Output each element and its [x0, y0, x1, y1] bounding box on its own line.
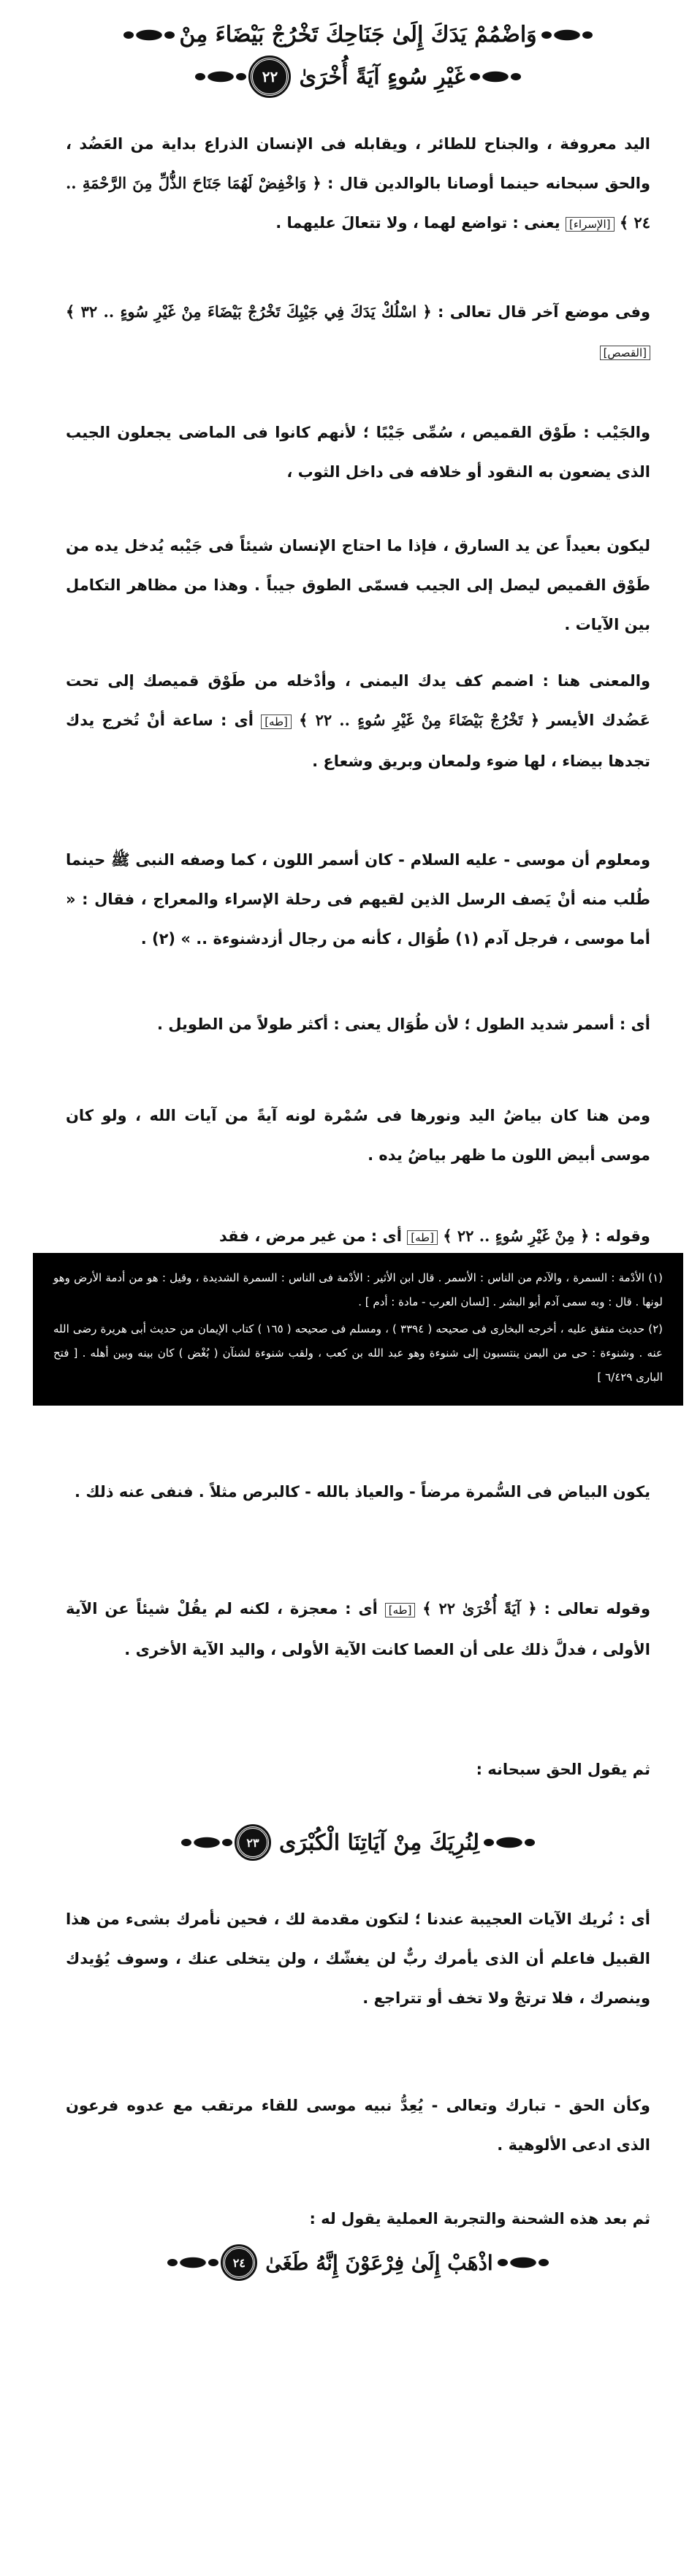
p4-text: ليكون بعيداً عن يد السارق ، فإذا ما احتاج الإنسان شيئاً فى جَيْبه يُدخل يده من طَوْق القميص ليصل إلى الجيب فسمّى الطوق جيباً . وهذا من مظاهر التكامل بين الآيات .	[66, 537, 650, 633]
paragraph-15	[66, 2199, 650, 2238]
ornament-icon	[476, 69, 515, 85]
p7-text: أى : أسمر شديد الطول ؛ لأن طُوَال يعنى : أكثر طولاً من الطويل .	[156, 1015, 650, 1033]
paragraph-1	[66, 124, 650, 244]
p2-text: وفى موضع آخر قال تعالى :	[438, 303, 651, 321]
verse-number-badge: ٢٣	[237, 1826, 269, 1859]
p1-end: يعنى : تواضع لهما ، ولا تتعالَ عليهما .	[275, 214, 560, 232]
p5-ref: [طه]	[261, 715, 292, 729]
p12-text: ثم يقول الحق سبحانه :	[476, 1761, 650, 1778]
p1-ref: [الإسراء]	[566, 217, 615, 232]
p10-text: يكون البياض فى السُّمرة مرضاً - والعياذ بالله - كالبرص مثلاً . فنفى عنه ذلك .	[75, 1483, 650, 1501]
paragraph-13	[66, 1899, 650, 2018]
ornament-icon	[129, 27, 169, 43]
p9-end: أى : من غير مرض ، فقد	[219, 1227, 402, 1245]
paragraph-5	[66, 661, 650, 781]
p15-text: ثم بعد هذه الشحنة والتجربة العملية يقول له :	[309, 2210, 650, 2228]
p9-ref: [طه]	[407, 1230, 438, 1245]
ornament-icon	[503, 2255, 543, 2271]
p5-end: أى : ساعة أنْ تُخرج يدك تجدها بيضاء ، لها ضوء ولمعان وبريق وشعاع .	[66, 712, 650, 770]
paragraph-12	[66, 1750, 650, 1789]
p1-quran: ﴿ وَاخْفِضْ لَهُمَا جَنَاحَ الذُّلِّ مِنَ الرَّحْمَةِ .. ٢٤ ﴾	[66, 174, 650, 232]
p1-text: اليد معروفة ، والجناح للطائر ، ويقابله فى الإنسان الذراع بداية من العَضُد ، والحق سبحانه حينما أوصانا بالوالدين قال :	[66, 135, 651, 192]
paragraph-9	[66, 1216, 650, 1257]
paragraph-2	[66, 292, 650, 373]
paragraph-4	[66, 526, 650, 644]
paragraph-14	[66, 2086, 650, 2165]
footnotes-box	[33, 1253, 683, 1406]
verse-22-line1: وَاضْمُمْ يَدَكَ إِلَىٰ جَنَاحِكَ تَخْرُجْ بَيْضَاءَ مِنْ	[179, 22, 537, 47]
ornament-icon	[201, 69, 240, 85]
p5-quran: ﴿ تَخْرُجْ بَيْضَاءَ مِنْ غَيْرِ سُوءٍ .. ٢٢ ﴾	[299, 711, 540, 729]
p8-text: ومن هنا كان بياضُ اليد ونورها فى سُمْرة لونه آيةً من آيات الله ، ولو كان موسى أبيض اللون ما ظهر بياضُ يده .	[66, 1107, 650, 1164]
p2-ref: [القصص]	[600, 346, 650, 360]
verse-24-banner	[66, 2247, 650, 2279]
ornament-icon	[490, 1834, 529, 1851]
footnote-1: (١) الأدْمة : السمرة ، والآدم من الناس : الأسمر . قال ابن الأثير : الأدْمة فى الناس : السمرة الشديدة ، وقيل : هو من أدمة الأرض وهو لونها . قال : وبه سمى آدم أبو البشر . [لسان العرب - مادة : أدم ] .	[53, 1271, 663, 1308]
paragraph-6	[66, 840, 650, 959]
p3-text: والجَيْب : طَوْق القميص ، سُمِّى جَيْبًا ؛ لأنهم كانوا فى الماضى يجعلون الجيب الذى يضعون به النقود أو خلافه فى داخل الثوب ،	[66, 424, 650, 481]
verse-number-badge: ٢٤	[223, 2247, 255, 2279]
verse-24-text: اذْهَبْ إِلَىٰ فِرْعَوْنَ إِنَّهُ طَغَىٰ	[265, 2250, 493, 2275]
p5-text: والمعنى هنا : اضمم كف يدك اليمنى ، وأدْخله من طَوْق قميصك إلى تحت عَضُدك الأيسر	[66, 672, 650, 729]
verse-23-banner	[66, 1826, 650, 1859]
paragraph-7	[66, 1005, 650, 1044]
paragraph-8	[66, 1096, 650, 1175]
p2-quran: ﴿ اسْلُكْ يَدَكَ فِي جَيْبِكَ تَخْرُجْ بَيْضَاءَ مِنْ غَيْرِ سُوءٍ .. ٣٢ ﴾	[66, 302, 432, 321]
ornament-icon	[187, 1834, 227, 1851]
footnote-2: (٢) حديث متفق عليه ، أخرجه البخارى فى صحيحه ( ٣٣٩٤ ) ، ومسلم فى صحيحه ( ١٦٥ ) كتاب الإيمان من حديث أبى هريرة رضى الله عنه . وشنوءة : حى من اليمن ينتسبون إلى شنوءة وهو عبد الله بن كعب ، ولقب شنوءة لشنآن ( بُغْض ) كان بينه وبين أهله . [ فتح البارى ٦/٤٢٩ ]	[53, 1322, 663, 1384]
p9-text: وقوله :	[594, 1227, 650, 1245]
ornament-icon	[547, 27, 587, 43]
paragraph-3	[66, 413, 650, 492]
p14-text: وكأن الحق - تبارك وتعالى - يُعِدُّ نبيه موسى للقاء مرتقب مع عدوه فرعون الذى ادعى الألوهية .	[66, 2097, 650, 2154]
verse-22-header	[66, 22, 650, 96]
paragraph-11	[66, 1589, 650, 1669]
verse-number-badge: ٢٢	[251, 58, 289, 96]
p11-end: أى : معجزة ، لكنه لم يقُلْ شيئاً عن الآية الأولى ، فدلَّ ذلك على أن العصا كانت الآية الأولى ، واليد الآية الأخرى .	[66, 1600, 650, 1658]
p11-quran: ﴿ آيَةً أُخْرَىٰ ٢٢ ﴾	[422, 1599, 537, 1617]
verse-22-line2: غَيْرِ سُوءٍ آيَةً أُخْرَىٰ	[299, 64, 465, 90]
p11-text: وقوله تعالى :	[544, 1600, 650, 1617]
p11-ref: [طه]	[385, 1603, 416, 1617]
p13-text: أى : نُريك الآيات العجيبة عندنا ؛ لتكون مقدمة لك ، فحين نأمرك بشىء من هذا القبيل فاعلم أن الذى يأمرك ربٌّ لن يغشّك ، ولن يتخلى عنك ، وسوف يُؤيدك وينصرك ، فلا ترتجْ ولا تخف أو تتراجع .	[66, 1910, 650, 2007]
ornament-icon	[173, 2255, 213, 2271]
p6-text: ومعلوم أن موسى - عليه السلام - كان أسمر اللون ، كما وصفه النبى ﷺ حينما طُلب منه أنْ يَصف الرسل الذين لقيهم فى رحلة الإسراء والمعراج ، فقال : « أما موسى ، فرجل آدم (١) طُوَال ، كأنه من رجال أزدشنوءة .. » (٢) .	[66, 851, 650, 948]
paragraph-10	[66, 1472, 650, 1512]
p9-quran: ﴿ مِنْ غَيْرِ سُوءٍ .. ٢٢ ﴾	[443, 1227, 590, 1245]
verse-23-text: لِنُرِيَكَ مِنْ آيَاتِنَا الْكُبْرَى	[278, 1829, 480, 1856]
